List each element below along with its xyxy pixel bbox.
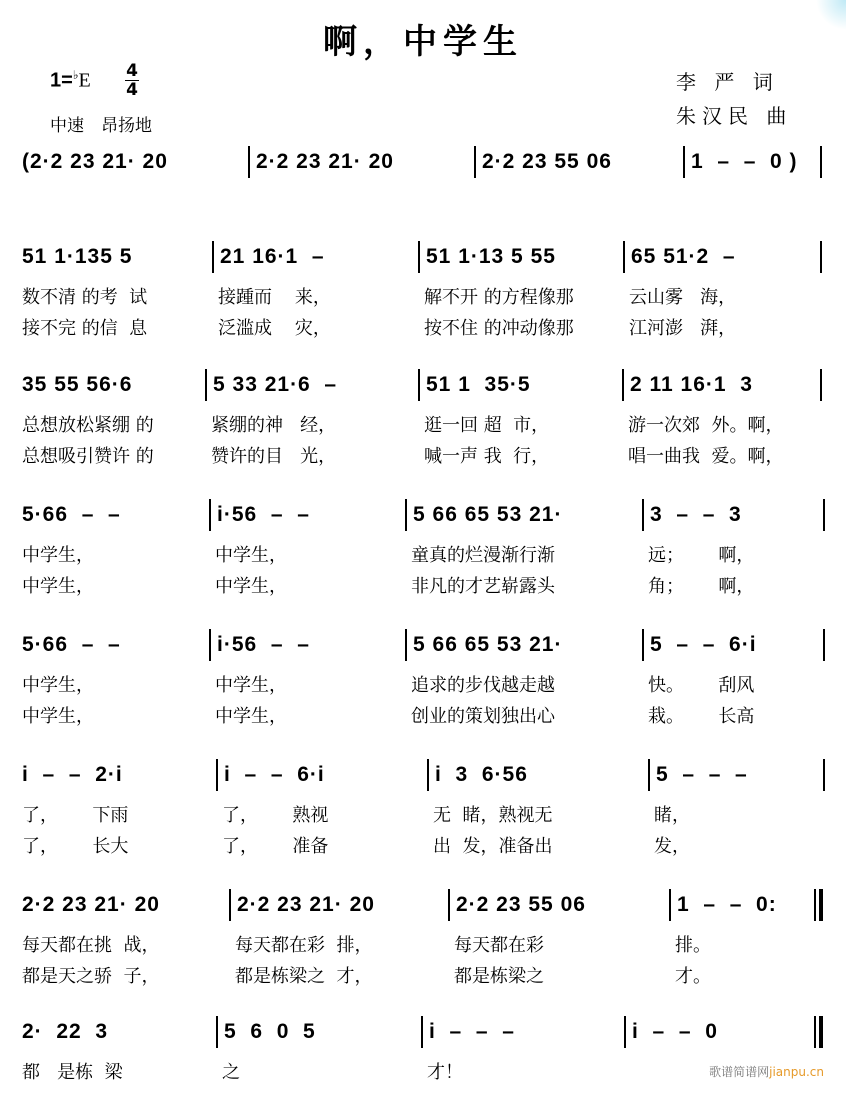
barline xyxy=(421,1016,423,1048)
song-title: 啊，中学生 xyxy=(323,22,523,62)
barline xyxy=(823,629,825,661)
lyric-segment: 了， 长大 xyxy=(22,836,129,857)
lyric-segment: 赞许的目 光， xyxy=(211,446,337,467)
lyric-segment: 都是天之骄 子， xyxy=(22,966,160,987)
watermark-cn: 歌谱简谱网 xyxy=(709,1065,770,1079)
barline xyxy=(448,889,450,921)
lyric-segment: 中学生， xyxy=(22,545,94,566)
lyric-segment: 每天都在彩 排， xyxy=(235,935,373,956)
lyric-segment: 中学生， xyxy=(22,675,94,696)
time-bottom: 4 xyxy=(126,80,138,100)
lyric-segment: 无 睹，熟视无 xyxy=(433,805,553,826)
measure: 5 – – – xyxy=(656,763,748,786)
lyric-segment: 了， 熟视 xyxy=(222,805,329,826)
barline xyxy=(205,369,207,401)
lyric-segment: 追求的步伐越走越 xyxy=(411,675,555,696)
lyric-segment: 了， 准备 xyxy=(222,836,329,857)
measure: (2·2 23 21· 20 xyxy=(22,150,168,173)
lyric-segment: 喊一声 我 行， xyxy=(424,446,550,467)
lyric-segment: 逛一回 超 市， xyxy=(424,415,550,436)
lyric-segment: 排。 xyxy=(675,935,711,956)
lyric-segment: 都是栋梁之 才， xyxy=(235,966,373,987)
measure: 1 – – 0 ) xyxy=(691,150,798,173)
lyric-segment: 中学生， xyxy=(215,675,287,696)
measure: 2· 22 3 xyxy=(22,1020,109,1043)
measure: 2·2 23 55 06 xyxy=(456,893,586,916)
measure: 5 – – 6·i xyxy=(650,633,757,656)
barline xyxy=(823,759,825,791)
measure: i·56 – – xyxy=(217,633,310,656)
measure: 2·2 23 21· 20 xyxy=(22,893,160,916)
barline xyxy=(427,759,429,791)
barline xyxy=(820,146,822,178)
lyric-segment: 栽。 长高 xyxy=(648,706,755,727)
measure: 1 – – 0: xyxy=(677,893,777,916)
lyric-segment: 每天都在彩 xyxy=(454,935,544,956)
lyric-segment: 总想放松紧绷 的 xyxy=(22,415,154,436)
lyric-segment: 发， xyxy=(654,836,690,857)
double-barline xyxy=(814,1016,823,1048)
measure: 2·2 23 21· 20 xyxy=(256,150,394,173)
measure: 51 1 35·5 xyxy=(426,373,531,396)
lyric-segment: 数不清 的考 试 xyxy=(22,287,148,308)
lyric-segment: 唱一曲我 爱。啊， xyxy=(628,446,784,467)
barline xyxy=(216,759,218,791)
lyric-segment: 出 发，准备出 xyxy=(433,836,553,857)
lyric-segment: 快。 刮风 xyxy=(648,675,755,696)
barline xyxy=(405,499,407,531)
barline xyxy=(216,1016,218,1048)
lyric-segment: 游一次郊 外。啊， xyxy=(628,415,784,436)
barline xyxy=(623,241,625,273)
barline xyxy=(642,499,644,531)
lyric-segment: 接踵而 来， xyxy=(218,287,331,308)
lyricist-credit: 李 严 词 xyxy=(676,70,779,94)
lyric-segment: 中学生， xyxy=(215,576,287,597)
measure: 2 11 16·1 3 xyxy=(630,373,753,396)
key-note: E xyxy=(78,69,91,92)
measure: 35 55 56·6 xyxy=(22,373,133,396)
measure: i 3 6·56 xyxy=(435,763,528,786)
lyric-segment: 中学生， xyxy=(22,706,94,727)
barline xyxy=(669,889,671,921)
measure: i – – 0 xyxy=(632,1020,718,1043)
lyric-segment: 江河澎 湃， xyxy=(629,318,737,339)
lyric-segment: 非凡的才艺崭露头 xyxy=(411,576,555,597)
measure: 5 6 0 5 xyxy=(224,1020,316,1043)
time-top: 4 xyxy=(126,61,138,81)
measure: i – – 6·i xyxy=(224,763,325,786)
barline xyxy=(820,241,822,273)
barline xyxy=(648,759,650,791)
watermark-en: jianpu.cn xyxy=(769,1065,824,1079)
measure: i·56 – – xyxy=(217,503,310,526)
lyric-segment: 按不住 的冲动像那 xyxy=(424,318,574,339)
barline xyxy=(642,629,644,661)
time-signature xyxy=(125,62,139,99)
measure: 5·66 – – xyxy=(22,633,121,656)
measure: 5 66 65 53 21· xyxy=(413,633,563,656)
lyric-segment: 才。 xyxy=(675,966,711,987)
barline xyxy=(209,629,211,661)
measure: 5 66 65 53 21· xyxy=(413,503,563,526)
lyric-segment: 总想吸引赞许 的 xyxy=(22,446,154,467)
lyric-segment: 角； 啊， xyxy=(648,576,755,597)
lyric-segment: 中学生， xyxy=(22,576,94,597)
lyric-segment: 远； 啊， xyxy=(648,545,755,566)
lyric-segment: 了， 下雨 xyxy=(22,805,129,826)
lyric-segment: 每天都在挑 战， xyxy=(22,935,160,956)
measure: 65 51·2 – xyxy=(631,245,736,268)
barline xyxy=(248,146,250,178)
measure: 5 33 21·6 – xyxy=(213,373,338,396)
barline xyxy=(405,629,407,661)
measure: 3 – – 3 xyxy=(650,503,742,526)
measure: 2·2 23 55 06 xyxy=(482,150,612,173)
lyric-segment: 都是栋梁之 xyxy=(454,966,544,987)
lyric-segment: 之 xyxy=(222,1062,240,1083)
barline xyxy=(820,369,822,401)
composer-credit: 朱汉民 曲 xyxy=(676,104,793,128)
barline xyxy=(624,1016,626,1048)
lyric-segment: 解不开 的方程像那 xyxy=(424,287,574,308)
lyric-segment: 才！ xyxy=(427,1062,463,1083)
lyric-segment: 云山雾 海， xyxy=(629,287,737,308)
flat-sign: ♭ xyxy=(72,68,79,82)
measure: 51 1·13 5 55 xyxy=(426,245,556,268)
measure: i – – – xyxy=(429,1020,515,1043)
lyric-segment: 泛滥成 灾， xyxy=(218,318,331,339)
lyric-segment: 紧绷的神 经， xyxy=(211,415,337,436)
lyric-segment: 童真的烂漫渐行渐 xyxy=(411,545,555,566)
barline xyxy=(209,499,211,531)
tempo-marking: 中速 昂扬地 xyxy=(50,116,152,136)
lyric-segment: 接不完 的信 息 xyxy=(22,318,148,339)
barline xyxy=(418,241,420,273)
key-signature xyxy=(50,68,91,93)
measure: 2·2 23 21· 20 xyxy=(237,893,375,916)
measure: 5·66 – – xyxy=(22,503,121,526)
measure: 21 16·1 – xyxy=(220,245,325,268)
barline xyxy=(622,369,624,401)
key-prefix: 1= xyxy=(50,69,73,92)
lyric-segment: 都 是栋 梁 xyxy=(22,1062,123,1083)
barline xyxy=(823,499,825,531)
barline xyxy=(418,369,420,401)
measure: i – – 2·i xyxy=(22,763,123,786)
double-barline xyxy=(814,889,823,921)
barline xyxy=(229,889,231,921)
lyric-segment: 中学生， xyxy=(215,545,287,566)
lyric-segment: 睹， xyxy=(654,805,690,826)
lyric-segment: 创业的策划独出心 xyxy=(411,706,555,727)
lyric-segment: 中学生， xyxy=(215,706,287,727)
barline xyxy=(683,146,685,178)
watermark xyxy=(709,1063,824,1080)
barline xyxy=(474,146,476,178)
measure: 51 1·135 5 xyxy=(22,245,133,268)
barline xyxy=(212,241,214,273)
